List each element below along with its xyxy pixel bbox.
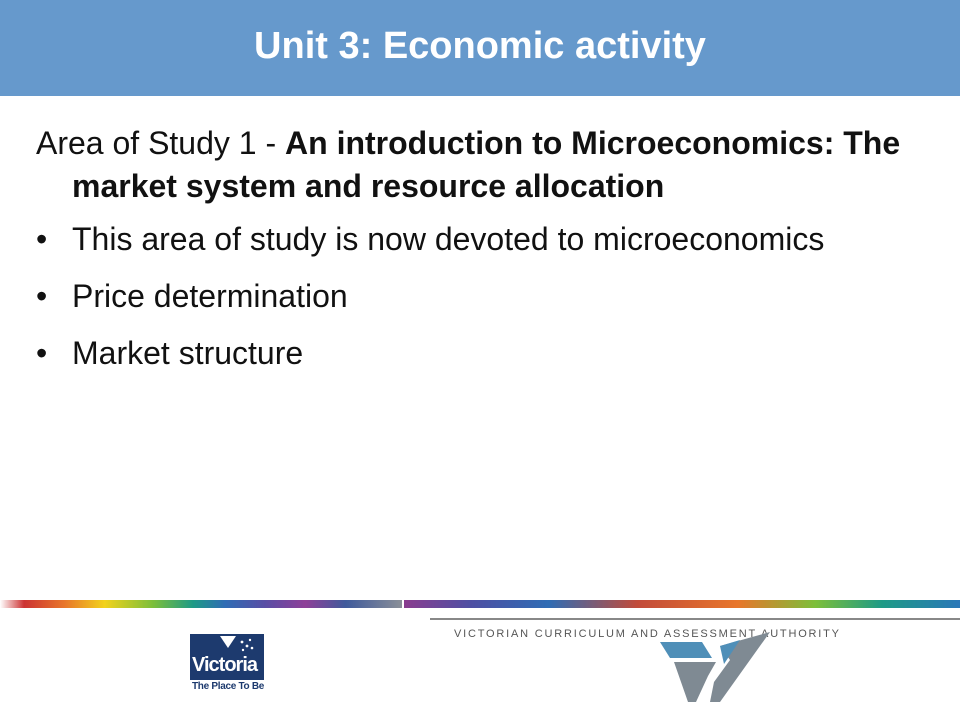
victoria-logo-text: Victoria <box>192 654 257 676</box>
lead-paragraph <box>36 122 916 208</box>
slide-content <box>36 122 916 389</box>
bullet-marker: • <box>36 335 48 371</box>
victoria-tagline: The Place To Be <box>192 681 265 692</box>
lead-bold: An introduction to Microeconomics: The market system and resource allocation <box>72 125 901 204</box>
rainbow-stripe <box>0 600 960 608</box>
lead-prefix: Area of Study 1 - <box>36 125 286 161</box>
bullet-item <box>36 275 916 318</box>
title-bar <box>0 0 960 96</box>
bullet-marker: • <box>36 278 48 314</box>
bullet-marker: • <box>36 221 48 257</box>
slide-title: Unit 3: Economic activity <box>254 24 706 67</box>
authority-name: VICTORIAN CURRICULUM AND ASSESSMENT AUTHORITY <box>454 628 841 640</box>
bullet-text: This area of study is now devoted to microeconomics <box>72 221 825 257</box>
bullet-text: Market structure <box>72 335 304 371</box>
footer <box>0 608 960 720</box>
vcaa-divider <box>430 618 960 620</box>
bullet-item <box>36 332 916 375</box>
bullet-list <box>36 218 916 375</box>
vcaa-logo-icon <box>660 632 770 704</box>
bullet-item <box>36 218 916 261</box>
bullet-text: Price determination <box>72 278 348 314</box>
